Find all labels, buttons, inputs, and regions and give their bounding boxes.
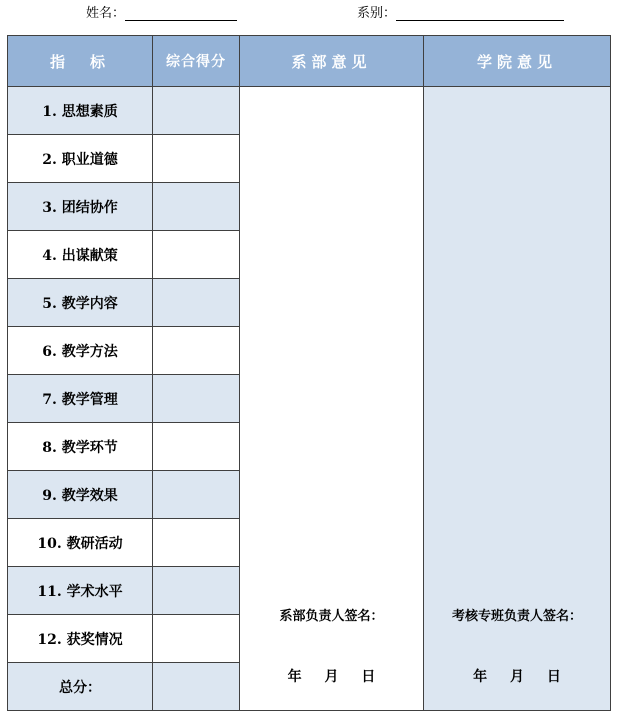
- indicator-label: 4. 出谋献策: [8, 231, 153, 279]
- dept-signature-label: 系部负责人签名：: [279, 609, 384, 624]
- score-cell[interactable]: [153, 327, 240, 375]
- score-cell[interactable]: [153, 615, 240, 663]
- indicator-label: 5. 教学内容: [8, 279, 153, 327]
- indicator-label: 2. 职业道德: [8, 135, 153, 183]
- dept-opinion-cell[interactable]: [240, 87, 424, 711]
- score-cell[interactable]: [153, 135, 240, 183]
- header-indicator: 指 标: [8, 36, 153, 87]
- score-cell[interactable]: [153, 183, 240, 231]
- table-header-row: [8, 36, 611, 87]
- indicator-label: 7. 教学管理: [8, 375, 153, 423]
- department-field: [357, 2, 564, 22]
- indicator-label: 6. 教学方法: [8, 327, 153, 375]
- name-blank[interactable]: [125, 8, 237, 21]
- indicator-label: 11. 学术水平: [8, 567, 153, 615]
- table-row: [8, 87, 611, 135]
- total-label: 总分：: [8, 663, 153, 711]
- indicator-label: 10. 教研活动: [8, 519, 153, 567]
- name-field: [86, 2, 237, 22]
- indicator-label: 3. 团结协作: [8, 183, 153, 231]
- college-opinion-cell[interactable]: [424, 87, 611, 711]
- total-score-cell[interactable]: [153, 663, 240, 711]
- score-cell[interactable]: [153, 279, 240, 327]
- name-label: 姓名：: [86, 6, 126, 21]
- evaluation-table: [7, 35, 611, 711]
- header-dept-opinion: 系部意见: [240, 36, 424, 87]
- score-cell[interactable]: [153, 423, 240, 471]
- college-date-label: 年 月 日: [473, 669, 561, 685]
- indicator-label: 8. 教学环节: [8, 423, 153, 471]
- indicator-label: 1. 思想素质: [8, 87, 153, 135]
- department-label: 系别：: [357, 6, 397, 21]
- dept-date-label: 年 月 日: [287, 669, 376, 685]
- college-signature-label: 考核专班负责人签名：: [451, 609, 582, 624]
- score-cell[interactable]: [153, 471, 240, 519]
- score-cell[interactable]: [153, 567, 240, 615]
- score-cell[interactable]: [153, 231, 240, 279]
- indicator-label: 12. 获奖情况: [8, 615, 153, 663]
- department-blank[interactable]: [396, 8, 564, 21]
- indicator-label: 9. 教学效果: [8, 471, 153, 519]
- header-college-opinion: 学院意见: [424, 36, 611, 87]
- score-cell[interactable]: [153, 519, 240, 567]
- score-cell[interactable]: [153, 87, 240, 135]
- score-cell[interactable]: [153, 375, 240, 423]
- header-score: 综合得分: [153, 36, 240, 87]
